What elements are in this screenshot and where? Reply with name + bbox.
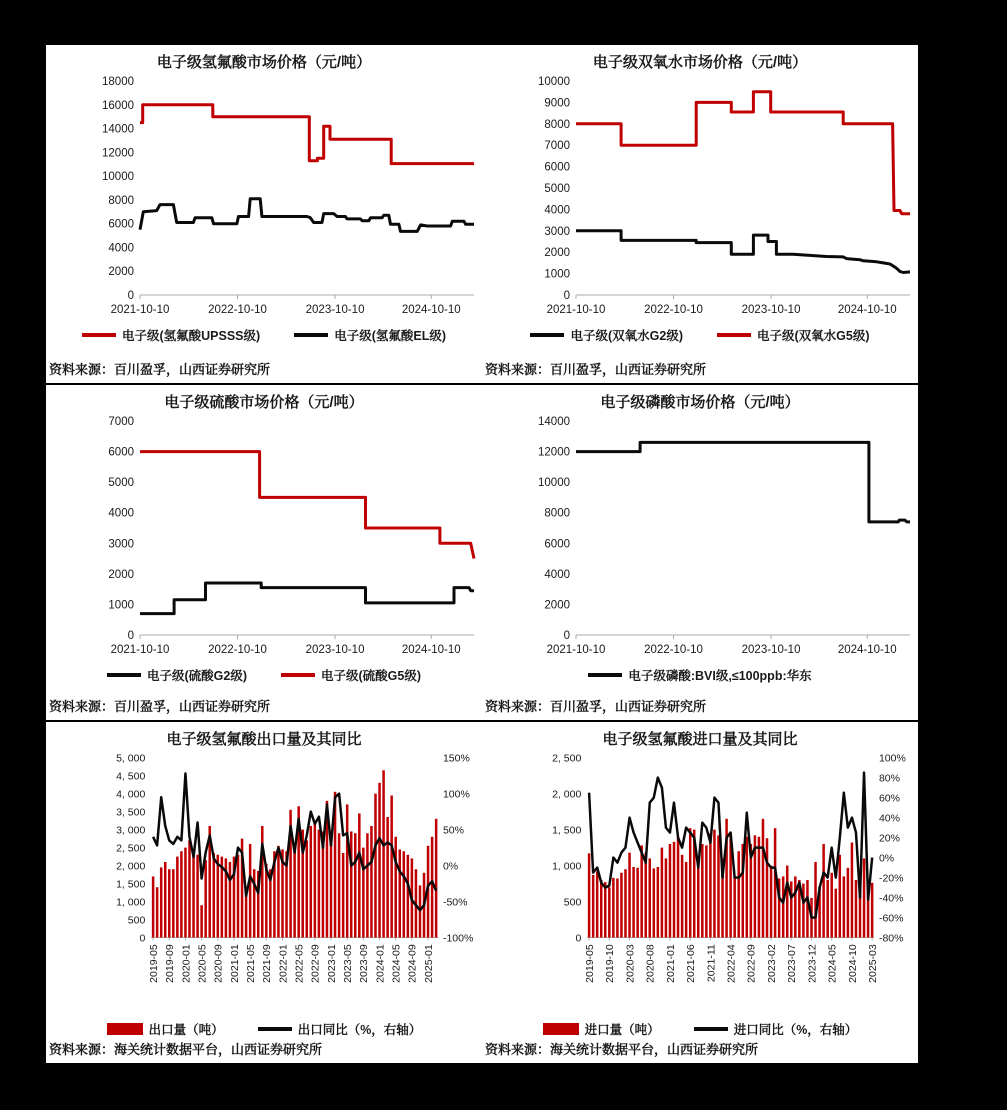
svg-text:2022-01: 2022-01	[277, 944, 290, 983]
svg-text:12000: 12000	[538, 446, 570, 459]
svg-text:150%: 150%	[442, 752, 470, 765]
svg-text:80%: 80%	[878, 772, 900, 785]
svg-text:2023-12: 2023-12	[806, 944, 819, 983]
svg-text:500: 500	[563, 896, 582, 909]
svg-text:5, 000: 5, 000	[116, 752, 146, 765]
legend-label: 进口同比（%，右轴）	[733, 1023, 858, 1038]
svg-text:2024-05: 2024-05	[826, 944, 839, 983]
svg-text:2024-10-10: 2024-10-10	[401, 304, 461, 316]
svg-text:2024-09: 2024-09	[406, 944, 419, 983]
h2so4-price-title: 电子级硫酸市场价格（元/吨）	[164, 394, 364, 411]
legend-label: 电子级磷酸:BVI级,≤100ppb:华东	[628, 669, 812, 683]
source-note: 资料来源：海关统计数据平台，山西证券研究所	[49, 1042, 323, 1057]
h2o2-price-legend	[482, 325, 918, 345]
svg-text:2022-09: 2022-09	[745, 944, 758, 983]
hf-export-title: 电子级氢氟酸出口量及其同比	[166, 731, 362, 748]
svg-text:500: 500	[127, 914, 146, 927]
red-bar-swatch-icon	[543, 1023, 579, 1035]
svg-text:2024-10: 2024-10	[846, 944, 859, 983]
svg-text:2025-01: 2025-01	[422, 944, 435, 983]
svg-text:4000: 4000	[544, 204, 570, 217]
legend-label: 电子级(硫酸G5级)	[321, 669, 422, 683]
legend-item	[294, 326, 446, 344]
svg-text:0%: 0%	[442, 860, 459, 873]
black-line-swatch-icon	[530, 333, 564, 337]
hf-price-title: 电子级氢氟酸市场价格（元/吨）	[156, 54, 372, 71]
svg-text:-40%: -40%	[878, 892, 904, 905]
svg-text:2000: 2000	[108, 568, 134, 581]
red-line-swatch-icon	[717, 333, 751, 337]
svg-text:0: 0	[139, 932, 146, 945]
h2o2-price-title: 电子级双氧水市场价格（元/吨）	[592, 54, 808, 71]
svg-text:2019-05: 2019-05	[147, 944, 160, 983]
svg-text:0%: 0%	[878, 852, 895, 865]
svg-text:3000: 3000	[544, 225, 570, 238]
source-note: 资料来源：百川盈孚，山西证券研究所	[49, 362, 271, 377]
svg-text:2021-10-10: 2021-10-10	[110, 304, 170, 316]
svg-text:1, 000: 1, 000	[116, 896, 146, 909]
svg-text:1, 500: 1, 500	[116, 878, 146, 891]
svg-text:-50%: -50%	[442, 896, 468, 909]
legend-item	[82, 326, 260, 344]
svg-text:50%: 50%	[442, 824, 464, 837]
chart-row-1	[46, 45, 918, 385]
black-line-swatch-icon	[258, 1027, 292, 1031]
svg-text:18000: 18000	[102, 76, 134, 88]
svg-text:6000: 6000	[544, 538, 570, 551]
svg-text:14000: 14000	[102, 123, 134, 136]
svg-text:6000: 6000	[108, 218, 134, 231]
svg-text:0: 0	[127, 290, 134, 302]
svg-text:4000: 4000	[108, 507, 134, 520]
legend-item	[107, 1020, 224, 1038]
svg-text:2023-05: 2023-05	[341, 944, 354, 983]
svg-text:2024-05: 2024-05	[390, 944, 403, 983]
svg-text:0: 0	[563, 290, 570, 302]
svg-text:2019-10: 2019-10	[604, 944, 617, 983]
svg-text:4000: 4000	[108, 242, 134, 255]
svg-text:14000: 14000	[538, 416, 570, 428]
hf-export-chart	[46, 750, 482, 1020]
legend-item	[281, 666, 421, 684]
svg-text:4, 000: 4, 000	[116, 788, 146, 801]
hf-import-title: 电子级氢氟酸进口量及其同比	[602, 731, 798, 748]
svg-text:10000: 10000	[102, 171, 134, 184]
svg-text:0: 0	[127, 630, 134, 642]
legend-label: 出口量（吨）	[148, 1023, 224, 1038]
h2so4-price-legend	[46, 665, 482, 685]
svg-text:2023-02: 2023-02	[765, 944, 778, 983]
svg-text:2021-05: 2021-05	[244, 944, 257, 983]
h3po4-price-title: 电子级磷酸市场价格（元/吨）	[600, 394, 800, 411]
svg-text:-80%: -80%	[878, 932, 904, 945]
red-line-swatch-icon	[281, 673, 315, 677]
chart-row-2	[46, 385, 918, 722]
legend-label: 电子级(硫酸G2级)	[146, 669, 247, 683]
svg-text:2020-09: 2020-09	[212, 944, 225, 983]
svg-text:8000: 8000	[544, 507, 570, 520]
svg-text:2021-06: 2021-06	[684, 944, 697, 983]
svg-text:2023-07: 2023-07	[786, 944, 799, 983]
svg-text:2022-05: 2022-05	[293, 944, 306, 983]
svg-text:2021-11: 2021-11	[705, 944, 718, 983]
svg-text:100%: 100%	[878, 752, 906, 765]
svg-text:40%: 40%	[878, 812, 900, 825]
svg-text:3000: 3000	[108, 538, 134, 551]
svg-text:100%: 100%	[442, 788, 470, 801]
svg-text:2023-09: 2023-09	[358, 944, 371, 983]
legend-label: 电子级(双氧水G2级)	[570, 329, 683, 343]
svg-text:16000: 16000	[102, 99, 134, 112]
legend-item	[694, 1020, 858, 1038]
svg-text:2021-10-10: 2021-10-10	[546, 644, 606, 656]
svg-text:1, 500: 1, 500	[552, 824, 582, 837]
svg-text:6000: 6000	[544, 161, 570, 174]
h2o2-price-cell	[482, 45, 918, 383]
svg-text:2, 500: 2, 500	[552, 752, 582, 765]
black-line-swatch-icon	[294, 333, 328, 337]
svg-text:2022-04: 2022-04	[725, 944, 738, 983]
svg-text:7000: 7000	[108, 416, 134, 428]
svg-text:5000: 5000	[544, 183, 570, 195]
legend-item	[107, 666, 247, 684]
hf-import-cell	[482, 722, 918, 1063]
black-line-swatch-icon	[694, 1027, 728, 1031]
svg-text:8000: 8000	[544, 118, 570, 131]
svg-text:0: 0	[575, 932, 582, 945]
chart-row-3	[46, 722, 918, 1063]
svg-text:2025-03: 2025-03	[866, 944, 879, 983]
svg-text:2022-10-10: 2022-10-10	[644, 644, 703, 656]
svg-text:2, 500: 2, 500	[116, 842, 146, 855]
legend-label: 电子级(氢氟酸EL级)	[334, 329, 446, 343]
svg-text:1000: 1000	[544, 268, 570, 281]
legend-item	[258, 1020, 422, 1038]
svg-text:2021-10-10: 2021-10-10	[546, 304, 606, 316]
svg-text:8000: 8000	[108, 194, 134, 207]
svg-text:2021-01: 2021-01	[664, 944, 677, 983]
svg-text:2020-03: 2020-03	[624, 944, 637, 983]
hf-price-chart	[46, 73, 482, 325]
h3po4-price-chart	[482, 413, 918, 665]
svg-text:2019-09: 2019-09	[164, 944, 177, 983]
svg-text:3, 500: 3, 500	[116, 806, 146, 819]
svg-text:2021-10-10: 2021-10-10	[110, 644, 170, 656]
legend-label: 出口同比（%，右轴）	[297, 1023, 422, 1038]
svg-text:60%: 60%	[878, 792, 900, 805]
hf-export-cell	[46, 722, 482, 1063]
svg-text:2021-01: 2021-01	[228, 944, 241, 983]
svg-text:2023-10-10: 2023-10-10	[305, 304, 365, 316]
svg-text:2, 000: 2, 000	[116, 860, 146, 873]
legend-item	[588, 666, 811, 684]
source-note: 资料来源：百川盈孚，山西证券研究所	[485, 362, 707, 377]
h3po4-price-cell	[482, 385, 918, 720]
svg-text:-20%: -20%	[878, 872, 904, 885]
svg-text:2020-01: 2020-01	[180, 944, 193, 983]
red-bar-swatch-icon	[107, 1023, 143, 1035]
h2so4-price-chart	[46, 413, 482, 665]
source-note: 资料来源：海关统计数据平台，山西证券研究所	[485, 1042, 759, 1057]
svg-text:12000: 12000	[102, 147, 134, 160]
hf-import-chart	[482, 750, 918, 1020]
legend-label: 电子级(双氧水G5级)	[757, 329, 870, 343]
svg-text:2020-05: 2020-05	[196, 944, 209, 983]
svg-text:2024-10-10: 2024-10-10	[401, 644, 461, 656]
svg-text:0: 0	[563, 630, 570, 642]
svg-text:2023-10-10: 2023-10-10	[741, 644, 801, 656]
h2so4-price-cell	[46, 385, 482, 720]
svg-text:9000: 9000	[544, 97, 570, 110]
svg-text:4, 500: 4, 500	[116, 770, 146, 783]
svg-text:2000: 2000	[544, 599, 570, 612]
charts-panel	[46, 45, 918, 1063]
svg-text:2022-10-10: 2022-10-10	[644, 304, 703, 316]
svg-text:2000: 2000	[108, 266, 134, 279]
hf-price-legend	[46, 325, 482, 345]
h2o2-price-chart	[482, 73, 918, 325]
svg-text:10000: 10000	[538, 477, 570, 490]
red-line-swatch-icon	[82, 333, 116, 337]
svg-text:3, 000: 3, 000	[116, 824, 146, 837]
svg-text:2021-09: 2021-09	[261, 944, 274, 983]
legend-item	[530, 326, 683, 344]
hf-price-cell	[46, 45, 482, 383]
black-line-swatch-icon	[107, 673, 141, 677]
hf-export-legend	[46, 1020, 482, 1039]
legend-item	[543, 1020, 660, 1038]
svg-text:2023-01: 2023-01	[325, 944, 338, 983]
svg-text:2024-10-10: 2024-10-10	[837, 304, 897, 316]
svg-text:2024-10-10: 2024-10-10	[837, 644, 897, 656]
svg-text:10000: 10000	[538, 76, 570, 88]
legend-label: 电子级(氢氟酸UPSSS级)	[121, 329, 261, 343]
svg-text:1000: 1000	[108, 599, 134, 612]
svg-text:2022-10-10: 2022-10-10	[208, 304, 267, 316]
svg-text:2023-10-10: 2023-10-10	[305, 644, 365, 656]
hf-import-legend	[482, 1020, 918, 1039]
black-line-swatch-icon	[588, 673, 622, 677]
svg-text:4000: 4000	[544, 568, 570, 581]
svg-text:2024-01: 2024-01	[374, 944, 387, 983]
svg-text:5000: 5000	[108, 477, 134, 490]
source-note: 资料来源：百川盈孚，山西证券研究所	[49, 699, 271, 714]
svg-text:2023-10-10: 2023-10-10	[741, 304, 801, 316]
svg-text:2020-08: 2020-08	[644, 944, 657, 983]
svg-text:-100%: -100%	[442, 932, 474, 945]
svg-text:2, 000: 2, 000	[552, 788, 582, 801]
svg-text:20%: 20%	[878, 832, 900, 845]
svg-text:2022-09: 2022-09	[309, 944, 322, 983]
legend-item	[717, 326, 870, 344]
svg-text:2022-10-10: 2022-10-10	[208, 644, 267, 656]
source-note: 资料来源：百川盈孚，山西证券研究所	[485, 699, 707, 714]
svg-text:7000: 7000	[544, 140, 570, 153]
h3po4-price-legend	[482, 665, 918, 685]
svg-text:-60%: -60%	[878, 912, 904, 925]
svg-text:6000: 6000	[108, 446, 134, 459]
svg-text:2000: 2000	[544, 247, 570, 260]
svg-text:1, 000: 1, 000	[552, 860, 582, 873]
svg-text:2019-05: 2019-05	[583, 944, 596, 983]
legend-label: 进口量（吨）	[584, 1023, 660, 1038]
